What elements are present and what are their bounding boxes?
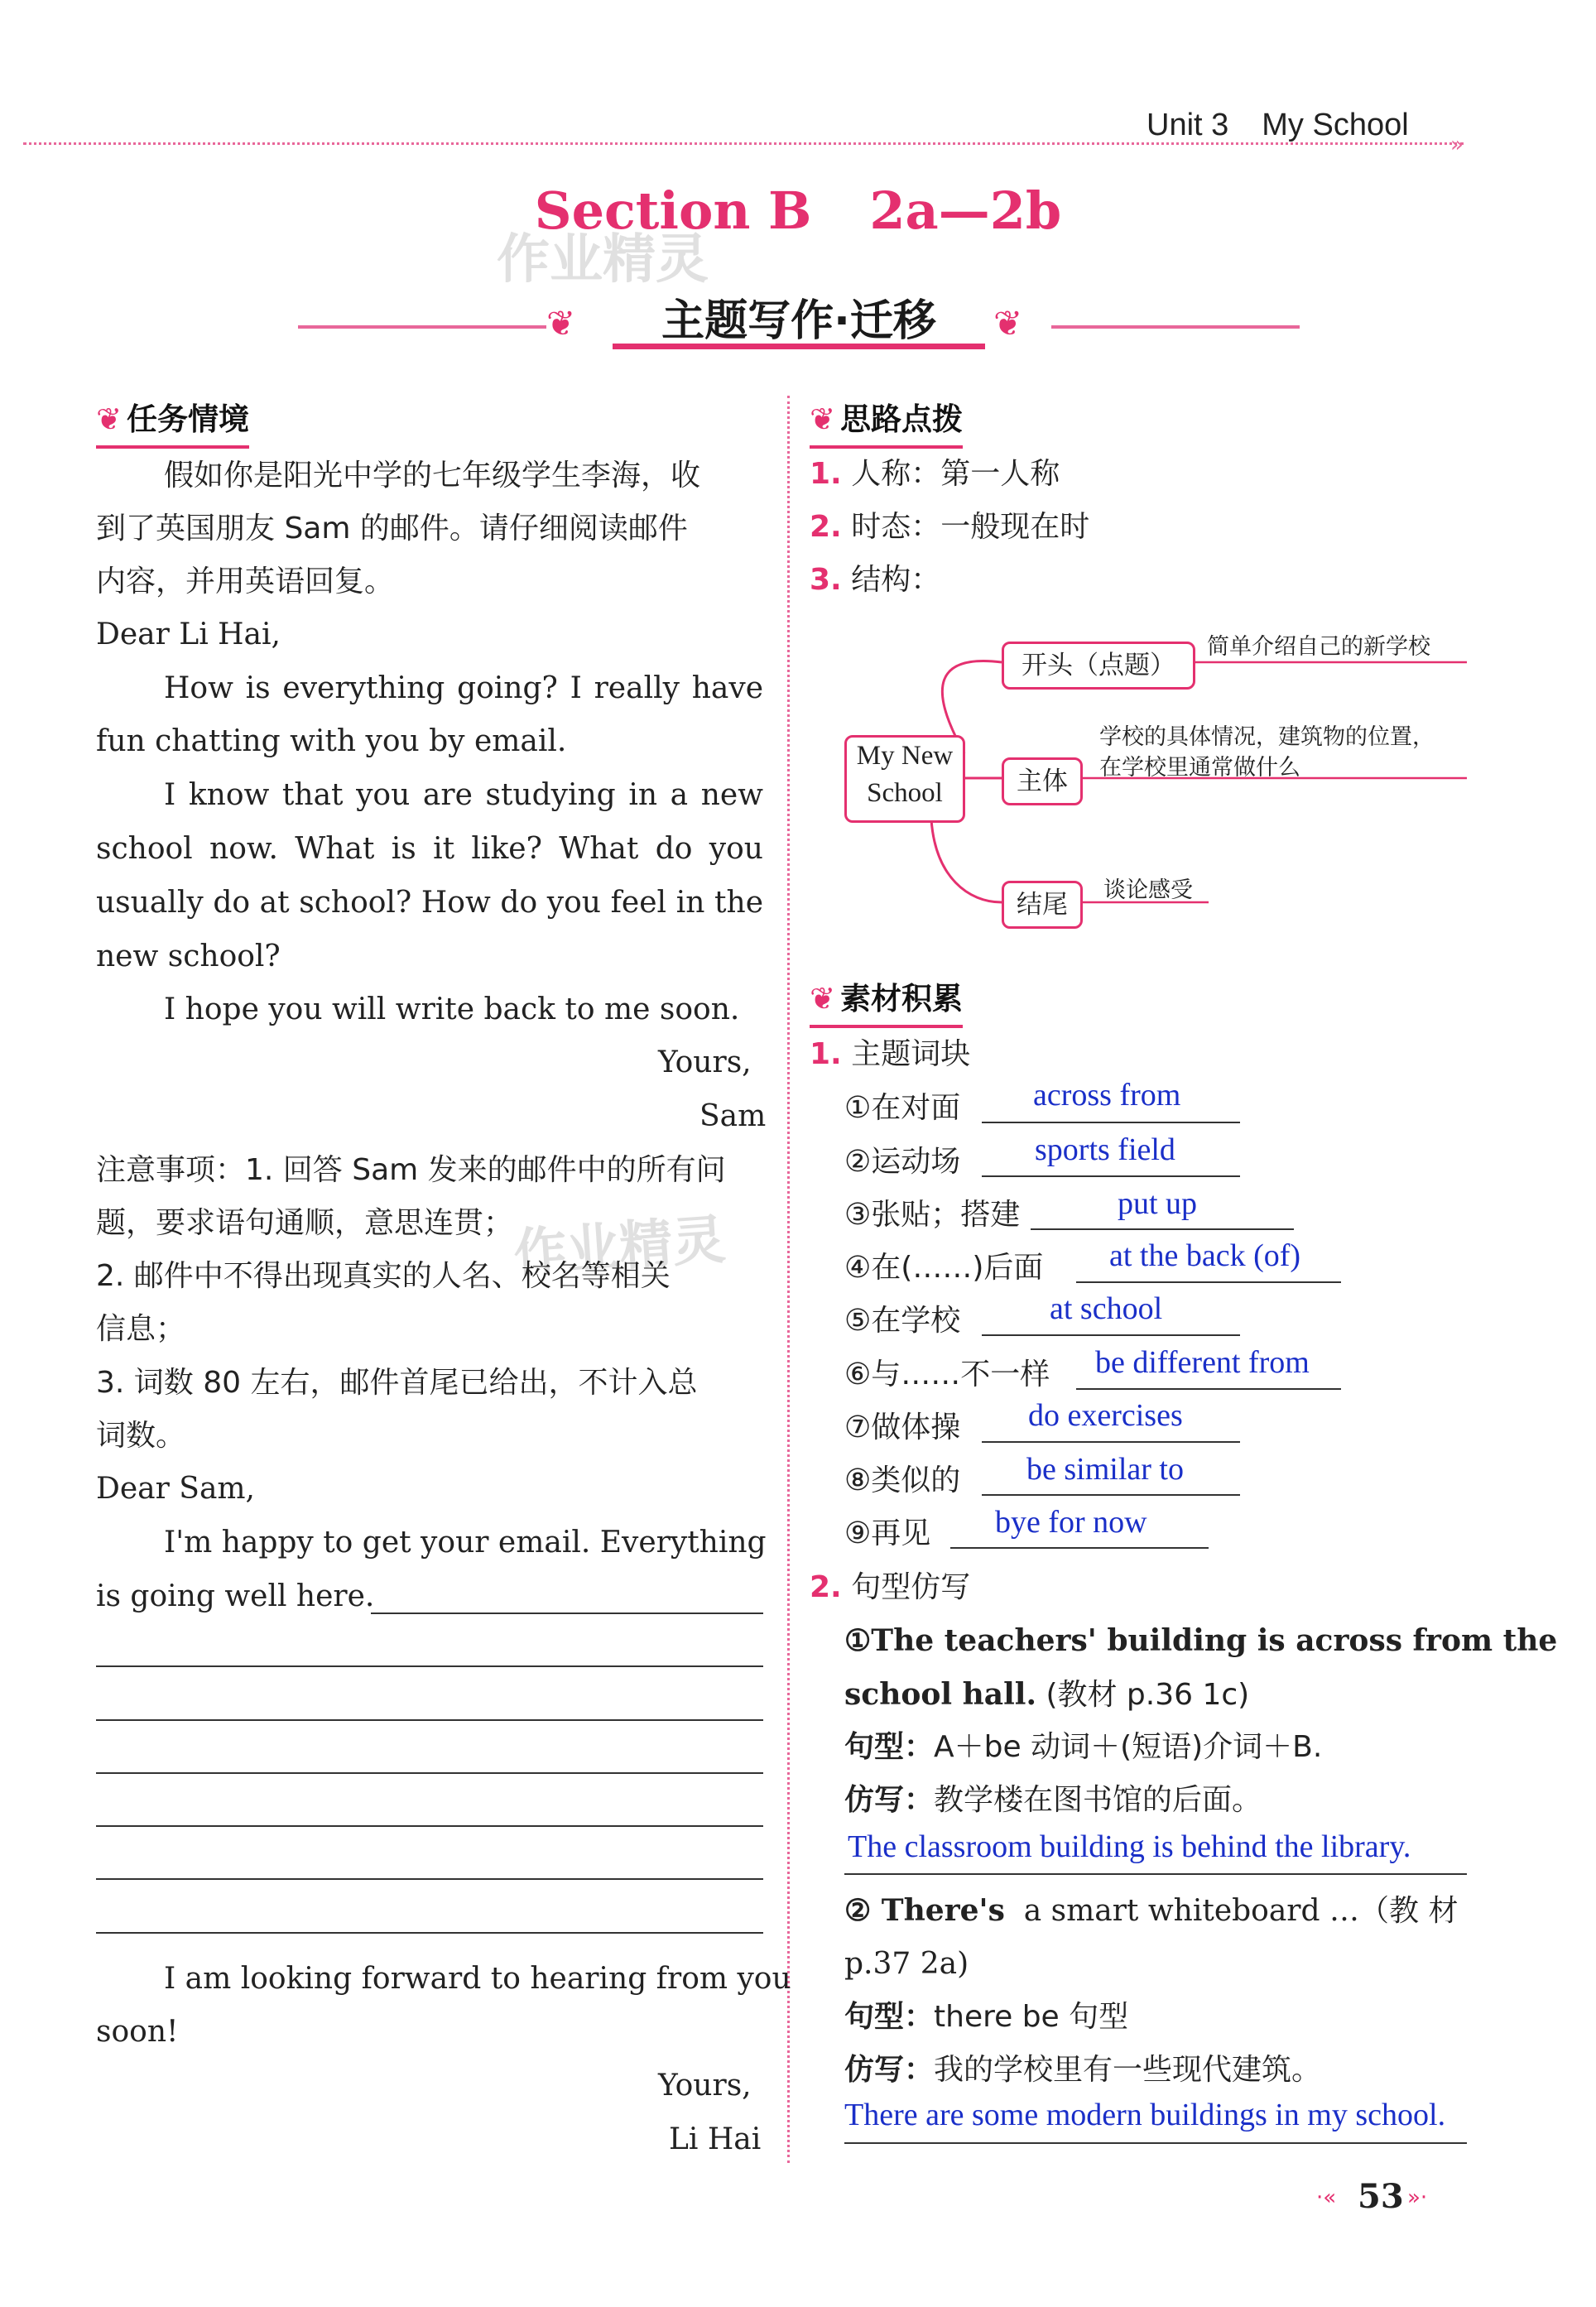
intro-line: 内容，并用英语回复。 — [96, 565, 395, 598]
vocab-cn: ③张贴；搭建 — [844, 1198, 1021, 1232]
page-deco-left-icon: ·« — [1316, 2185, 1337, 2210]
note-line: 词数。 — [96, 1419, 186, 1453]
vocab-answer: do exercises — [1028, 1398, 1183, 1433]
email-greeting: Dear Li Hai, — [96, 618, 281, 651]
mindmap-branch-body: 主体 — [1002, 757, 1083, 805]
note-line: 3. 词数 80 左右，邮件首尾已给出，不计入总 — [96, 1366, 698, 1400]
thinking-item: 1. 人称：第一人称 — [810, 457, 1060, 491]
vocab-blank[interactable] — [1031, 1228, 1294, 1230]
watermark: 作业精灵 — [497, 229, 709, 291]
vocab-cn: ⑤在学校 — [844, 1304, 961, 1338]
thinking-heading: ❦ 思路点拨 — [810, 394, 963, 449]
email-line: school now. What is it like? What do you — [96, 832, 763, 866]
vocab-cn: ⑨再见 — [844, 1516, 931, 1550]
sentence-1-blank[interactable] — [844, 1873, 1467, 1875]
vocab-cn: ⑦做体操 — [844, 1411, 961, 1444]
sentence-2-answer: There are some modern buildings in my school. — [844, 2098, 1446, 2132]
mindmap-desc: 学校的具体情况，建筑物的位置， — [1099, 724, 1435, 750]
vocab-blank[interactable] — [1076, 1388, 1341, 1390]
section-range: 2a—2b — [869, 180, 1062, 241]
note-line: 信息； — [96, 1312, 186, 1346]
material-part2-title: 2. 句型仿写 — [810, 1570, 971, 1604]
intro-line: 到了英国朋友 Sam 的邮件。请仔细阅读邮件 — [96, 512, 688, 546]
mindmap-desc: 简单介绍自己的新学校 — [1207, 634, 1430, 660]
page-deco-right-icon: »· — [1407, 2185, 1428, 2210]
reply-signature: Li Hai — [669, 2122, 762, 2156]
thinking-item: 3. 结构： — [810, 563, 941, 597]
reply-line: I'm happy to get your email. Everything — [164, 1526, 767, 1560]
sentence-1-imitate: 仿写：教学楼在图书馆的后面。 — [844, 1783, 1262, 1817]
unit-label: Unit 3 — [1147, 108, 1229, 142]
vocab-answer: bye for now — [995, 1505, 1147, 1540]
intro-line: 假如你是阳光中学的七年级学生李海，收 — [164, 459, 701, 493]
reply-end-line: I am looking forward to hearing from you — [164, 1962, 791, 1996]
note-line: 2. 邮件中不得出现真实的人名、校名等相关 — [96, 1259, 671, 1293]
email-line: new school? — [96, 940, 281, 973]
reply-closing: Yours, — [658, 2069, 752, 2103]
vocab-answer: across from — [1033, 1078, 1181, 1113]
vocab-answer: put up — [1118, 1186, 1198, 1221]
email-line: fun chatting with you by email. — [96, 724, 567, 758]
page-number: 53 — [1358, 2177, 1404, 2216]
vocab-cn: ⑥与……不一样 — [844, 1358, 1050, 1391]
sentence-1-pattern: 句型：A＋be 动词＋(短语)介词＋B. — [844, 1730, 1323, 1764]
sentence-2-pattern: 句型：there be 句型 — [844, 2000, 1129, 2034]
reply-line: is going well here. — [96, 1579, 375, 1613]
email-closing: Yours, — [658, 1045, 752, 1079]
vocab-blank[interactable] — [982, 1441, 1240, 1443]
reply-greeting: Dear Sam, — [96, 1472, 255, 1506]
mindmap-branch-ending: 结尾 — [1002, 881, 1083, 929]
thinking-item: 2. 时态：一般现在时 — [810, 510, 1090, 544]
vocab-cn: ①在对面 — [844, 1091, 961, 1125]
reply-end-line: soon! — [96, 2015, 179, 2049]
book-icon: ❦ — [96, 401, 123, 437]
mindmap-desc: 在学校里通常做什么 — [1099, 755, 1300, 781]
vocab-blank[interactable] — [982, 1494, 1240, 1496]
vocab-cn: ②运动场 — [844, 1145, 961, 1179]
email-signature: Sam — [699, 1099, 767, 1133]
vocab-blank[interactable] — [982, 1122, 1240, 1123]
sentence-1-line2: school hall. (教材 p.36 1c) — [844, 1677, 1250, 1712]
vocab-blank[interactable] — [950, 1547, 1209, 1549]
material-heading: ❦ 素材积累 — [810, 973, 963, 1028]
vocab-blank[interactable] — [1076, 1281, 1341, 1283]
email-line: I know that you are studying in a new — [164, 778, 763, 812]
sentence-1-line1: ①The teachers' building is across from the — [844, 1623, 1558, 1658]
vocab-blank[interactable] — [982, 1175, 1240, 1177]
vocab-answer: at the back (of) — [1109, 1238, 1301, 1273]
material-part1-title: 1. 主题词块 — [810, 1037, 971, 1071]
vocab-answer: at school — [1050, 1291, 1163, 1326]
task-heading: ❦ 任务情境 — [96, 394, 249, 449]
vocab-blank[interactable] — [982, 1334, 1240, 1336]
book-icon: ❦ — [810, 981, 836, 1017]
mindmap-branch-opening: 开头（点题） — [1002, 642, 1195, 690]
email-line: usually do at school? How do you feel in the — [96, 886, 763, 920]
swirl-left-icon: ❦ — [546, 303, 576, 344]
swirl-right-icon: ❦ — [993, 303, 1023, 344]
sentence-2-blank[interactable] — [844, 2142, 1467, 2144]
note-line: 注意事项：1. 回答 Sam 发来的邮件中的所有问 — [96, 1153, 726, 1187]
vocab-cn: ⑧类似的 — [844, 1464, 961, 1497]
vocab-cn: ④在(……)后面 — [844, 1251, 1044, 1285]
section-label: Section B — [534, 180, 812, 241]
subtitle: 主题写作·迁移 — [613, 286, 985, 349]
unit-topic: My School — [1262, 108, 1409, 142]
header-arrow-icon: » — [1450, 132, 1464, 157]
email-line: How is everything going? I really have — [164, 671, 763, 705]
sentence-1-answer: The classroom building is behind the library. — [848, 1829, 1411, 1864]
vocab-answer: be similar to — [1026, 1452, 1184, 1487]
watermark: 作业精灵 — [512, 1209, 728, 1286]
mindmap-center: My New School — [844, 735, 965, 823]
email-line: I hope you will write back to me soon. — [164, 992, 740, 1026]
book-icon: ❦ — [810, 401, 836, 437]
sentence-2-line2: p.37 2a) — [844, 1947, 969, 1981]
note-line: 题，要求语句通顺，意思连贯； — [96, 1206, 514, 1240]
vocab-answer: be different from — [1095, 1345, 1310, 1380]
sentence-2-imitate: 仿写：我的学校里有一些现代建筑。 — [844, 2053, 1322, 2087]
mindmap-desc: 谈论感受 — [1103, 877, 1193, 903]
sentence-2-line1: ② There's a smart whiteboard …（教 材 — [844, 1893, 1459, 1928]
vocab-answer: sports field — [1035, 1132, 1175, 1167]
